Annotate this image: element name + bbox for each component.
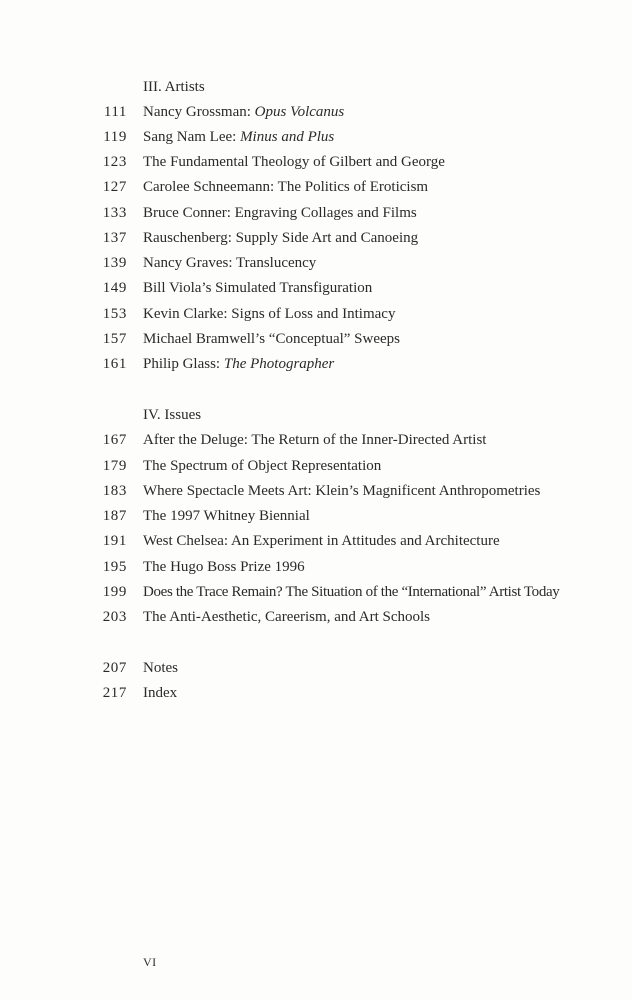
toc-page-number: 187 <box>102 508 127 524</box>
toc-page-number: 183 <box>102 483 127 499</box>
toc-entry-title: Nancy Grossman: Opus Volcanus <box>143 104 345 120</box>
toc-entry-title: Rauschenberg: Supply Side Art and Canoeing <box>143 230 419 246</box>
toc-entry-title: Michael Bramwell’s “Conceptual” Sweeps <box>143 331 401 347</box>
toc-page-number: 127 <box>102 179 127 195</box>
toc-page-number: 139 <box>102 255 127 271</box>
toc-page-number: 123 <box>102 154 127 170</box>
toc-entry-title: Bruce Conner: Engraving Collages and Films <box>143 205 417 221</box>
toc-entry-title: Kevin Clarke: Signs of Loss and Intimacy <box>143 306 396 322</box>
toc-entry-title: Index <box>143 685 178 701</box>
toc-entry-title: Does the Trace Remain? The Situation of the “International” Artist Today <box>143 584 560 600</box>
toc-page-number: 217 <box>102 685 127 701</box>
toc-page-number: 149 <box>102 280 127 296</box>
toc-page-number: 153 <box>102 306 127 322</box>
toc-entry-title: After the Deluge: The Return of the Inner-Directed Artist <box>143 432 487 448</box>
toc-page-number: 161 <box>102 356 127 372</box>
toc-page-number: 203 <box>102 609 127 625</box>
toc-entry-title: Carolee Schneemann: The Politics of Eroticism <box>143 179 429 195</box>
toc-entry-title: West Chelsea: An Experiment in Attitudes and Architecture <box>143 533 500 549</box>
toc-page-number: 191 <box>102 533 127 549</box>
toc-entry-title: Notes <box>143 660 178 676</box>
toc-page-number: 133 <box>102 205 127 221</box>
toc-entry-title: Nancy Graves: Translucency <box>143 255 317 271</box>
toc-page-number: 179 <box>102 458 127 474</box>
toc-page-number: 119 <box>103 129 127 145</box>
toc-entry-title: The Anti-Aesthetic, Careerism, and Art Schools <box>143 609 431 625</box>
toc-page-number: 207 <box>102 660 127 676</box>
toc-page-number: 167 <box>102 432 127 448</box>
toc-page-number: 157 <box>102 331 127 347</box>
toc-page-number: 195 <box>102 559 127 575</box>
section-heading-issues: IV. Issues <box>143 407 202 423</box>
toc-entry-title: The Spectrum of Object Representation <box>143 458 382 474</box>
toc-page-number: 111 <box>103 104 127 120</box>
toc-entry-title: Bill Viola’s Simulated Transfiguration <box>143 280 373 296</box>
toc-entry-title: Philip Glass: The Photographer <box>143 356 335 372</box>
toc-entry-title: The Hugo Boss Prize 1996 <box>143 559 305 575</box>
toc-entry-title: Where Spectacle Meets Art: Klein’s Magnificent Anthropometries <box>143 483 541 499</box>
page-folio: VI <box>143 955 157 969</box>
section-heading-artists: III. Artists <box>143 79 205 95</box>
toc-page-number: 137 <box>102 230 127 246</box>
toc-entry-title: Sang Nam Lee: Minus and Plus <box>143 129 335 145</box>
toc-entry-title: The 1997 Whitney Biennial <box>143 508 310 524</box>
toc-page-number: 199 <box>102 584 127 600</box>
toc-entry-title: The Fundamental Theology of Gilbert and George <box>143 154 445 170</box>
